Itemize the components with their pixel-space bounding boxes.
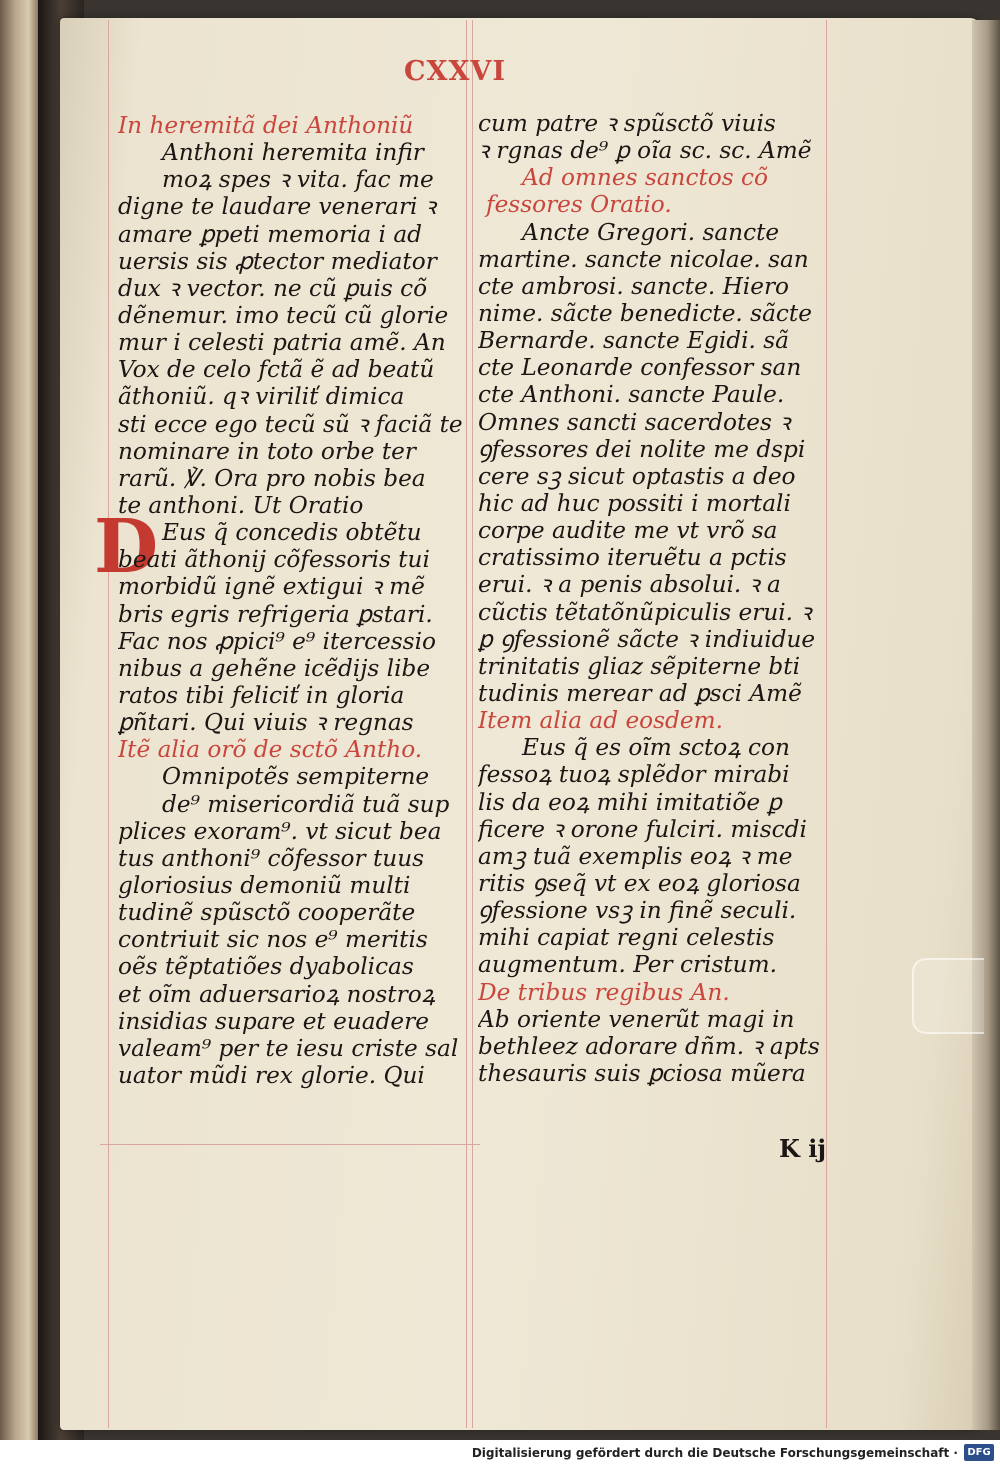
text-line: cum patre ꝛ spũsctõ viuis — [478, 110, 776, 137]
signature-mark: K ij — [778, 1134, 826, 1163]
text-line: hic ad huc possiti i mortali — [478, 489, 791, 517]
text-line: Eus q̃ concedis obtẽtu — [162, 519, 422, 547]
text-line: cte Leonarde confessor san — [478, 354, 802, 382]
text-line: cere sꝫ sicut optastis a deo — [478, 462, 796, 490]
left-text-column — [118, 112, 463, 1089]
text-line: ꝛ rgnas de⁹ ꝑ oĩa sc. sc. Amẽ — [478, 137, 812, 165]
text-line: ꝯfessione vsꝫ in finẽ seculi. — [478, 897, 797, 925]
text-line: nibus a gehẽne icẽdijs libe — [118, 654, 431, 682]
text-line: Eus q̃ es oĩm sctoꝝ con — [522, 734, 790, 762]
text-line: contriuit sic nos e⁹ meritis — [118, 926, 428, 954]
text-line: ratos tibi feliciť in gloria — [118, 681, 405, 709]
text-line: moꝝ spes ꝛ vita. fac me — [162, 166, 434, 194]
text-line: uator mũdi rex glorie. Qui — [118, 1061, 425, 1089]
text-line: erui. ꝛ a penis absolui. ꝛ a — [478, 571, 781, 599]
text-line: cte Anthoni. sancte Paule. — [478, 381, 785, 409]
text-line: uersis sis ꝓtector mediator — [118, 247, 437, 275]
text-line: rarũ. ℣. Ora pro nobis bea — [118, 464, 426, 492]
folio-number: CXXVI — [404, 56, 506, 87]
text-line: Vox de celo fctã ẽ ad beatũ — [118, 356, 435, 384]
text-line: Omnes sancti sacerdotes ꝛ — [478, 408, 791, 436]
text-line: sti ecce ego tecũ sũ ꝛ faciã te — [118, 410, 463, 438]
ruling-line — [100, 1144, 480, 1145]
text-line: beati ãthonij cõfessoris tui — [118, 546, 430, 574]
text-line: ꝯfessores dei nolite me dspi — [478, 435, 806, 463]
text-line: cratissimo iteruẽtu a pctis — [478, 544, 787, 572]
text-line: mihi capiat regni celestis — [478, 924, 775, 952]
text-line: bethleez adorare dñm. ꝛ apts — [478, 1032, 820, 1060]
text-line: ꝑñtari. Qui viuis ꝛ regnas — [118, 709, 414, 737]
text-line: Omnipotẽs sempiterne — [162, 763, 430, 791]
text-line: lis da eoꝝ mihi imitatiõe ꝑ — [478, 788, 782, 816]
text-line: mur i celesti patria amẽ. An — [118, 329, 446, 357]
text-line: de⁹ misericordiã tuã sup — [162, 790, 450, 818]
rubric-line: fessores Oratio. — [486, 191, 672, 219]
page-fore-edge — [972, 20, 1000, 1430]
text-line: bris egris refrigeria ꝑstari. — [118, 600, 433, 628]
page-clip — [912, 958, 984, 1034]
text-line: Ancte Gregori. sancte — [522, 218, 780, 246]
text-line: et oĩm aduersarioꝝ nostroꝝ — [118, 980, 436, 1008]
left-page-edge — [0, 0, 38, 1440]
text-line: Fac nos ꝓpici⁹ e⁹ itercessio — [118, 627, 436, 655]
text-line: gloriosius demoniũ multi — [118, 871, 411, 899]
text-line: Bernarde. sancte Egidi. sã — [478, 327, 789, 355]
text-line: thesauris suis ꝑciosa mũera — [478, 1059, 806, 1087]
text-line: trinitatis gliaz sẽpiterne bti — [478, 652, 801, 680]
rubric-line: Ad omnes sanctos cõ — [522, 164, 768, 192]
text-line: Anthoni heremita infir — [162, 139, 424, 167]
text-line: tudinis merear ad ꝑsci Amẽ — [478, 679, 802, 707]
text-line: ficere ꝛ orone fulciri. miscdi — [478, 815, 807, 843]
text-line: Ab oriente venerũt magi in — [478, 1005, 795, 1033]
text-line: digne te laudare venerari ꝛ — [118, 193, 436, 221]
ruling-line — [108, 20, 109, 1428]
ruling-line — [826, 20, 827, 1428]
text-line: tus anthoni⁹ cõfessor tuus — [118, 844, 425, 872]
text-line: oẽs tẽptatiões dyabolicas — [118, 953, 414, 981]
rubric-line: Item alia ad eosdem. — [478, 707, 723, 735]
dfg-logo: DFG — [964, 1444, 994, 1461]
text-line: morbidũ ignẽ extigui ꝛ mẽ — [118, 573, 425, 601]
text-line: ꝑ ꝯfessionẽ sãcte ꝛ indiuidue — [478, 625, 816, 653]
text-line: nominare in toto orbe ter — [118, 437, 416, 465]
text-line: nime. sãcte benedicte. sãcte — [478, 299, 812, 327]
ruling-line — [472, 20, 473, 1428]
rubric-line: Itẽ alia orõ de sctõ Antho. — [118, 736, 423, 764]
text-line: insidias supare et euadere — [118, 1007, 429, 1035]
text-line: amꝫ tuã exemplis eoꝝ ꝛ me — [478, 842, 793, 870]
text-line: valeam⁹ per te iesu criste sal — [118, 1034, 459, 1062]
text-line: tudinẽ spũsctõ cooperãte — [118, 899, 416, 927]
text-line: plices exoram⁹. vt sicut bea — [118, 817, 442, 845]
text-line: cte ambrosi. sancte. Hiero — [478, 272, 789, 300]
text-line: te anthoni. Ut Oratio — [118, 491, 364, 519]
text-line: dux ꝛ vector. ne cũ ꝑuis cõ — [118, 274, 428, 302]
digitization-credit: Digitalisierung gefördert durch die Deutsche Forschungsgemeinschaft · — [471, 1446, 958, 1460]
text-line: fessoꝝ tuoꝝ splẽdor mirabi — [478, 761, 790, 789]
text-line: amare ꝑpeti memoria i ad — [118, 220, 423, 248]
ruling-line — [466, 20, 467, 1428]
text-line: martine. sancte nicolae. san — [478, 245, 809, 273]
text-line: augmentum. Per cristum. — [478, 951, 777, 979]
right-text-column — [478, 110, 823, 1087]
text-line: ãthoniũ. qꝛ viriliť dimica — [118, 383, 405, 411]
text-line: cũctis tẽtatõnũpiculis erui. ꝛ — [478, 598, 812, 626]
text-line: dẽnemur. imo tecũ cũ glorie — [118, 301, 449, 329]
initial-letter: D — [94, 504, 159, 590]
text-line: corpe audite me vt vrõ sa — [478, 517, 778, 545]
rubric-line: De tribus regibus An. — [478, 978, 730, 1006]
text-line: ritis ꝯseq̃ vt ex eoꝝ gloriosa — [478, 869, 801, 897]
rubric-line: In heremitã dei Anthoniũ — [118, 112, 414, 139]
